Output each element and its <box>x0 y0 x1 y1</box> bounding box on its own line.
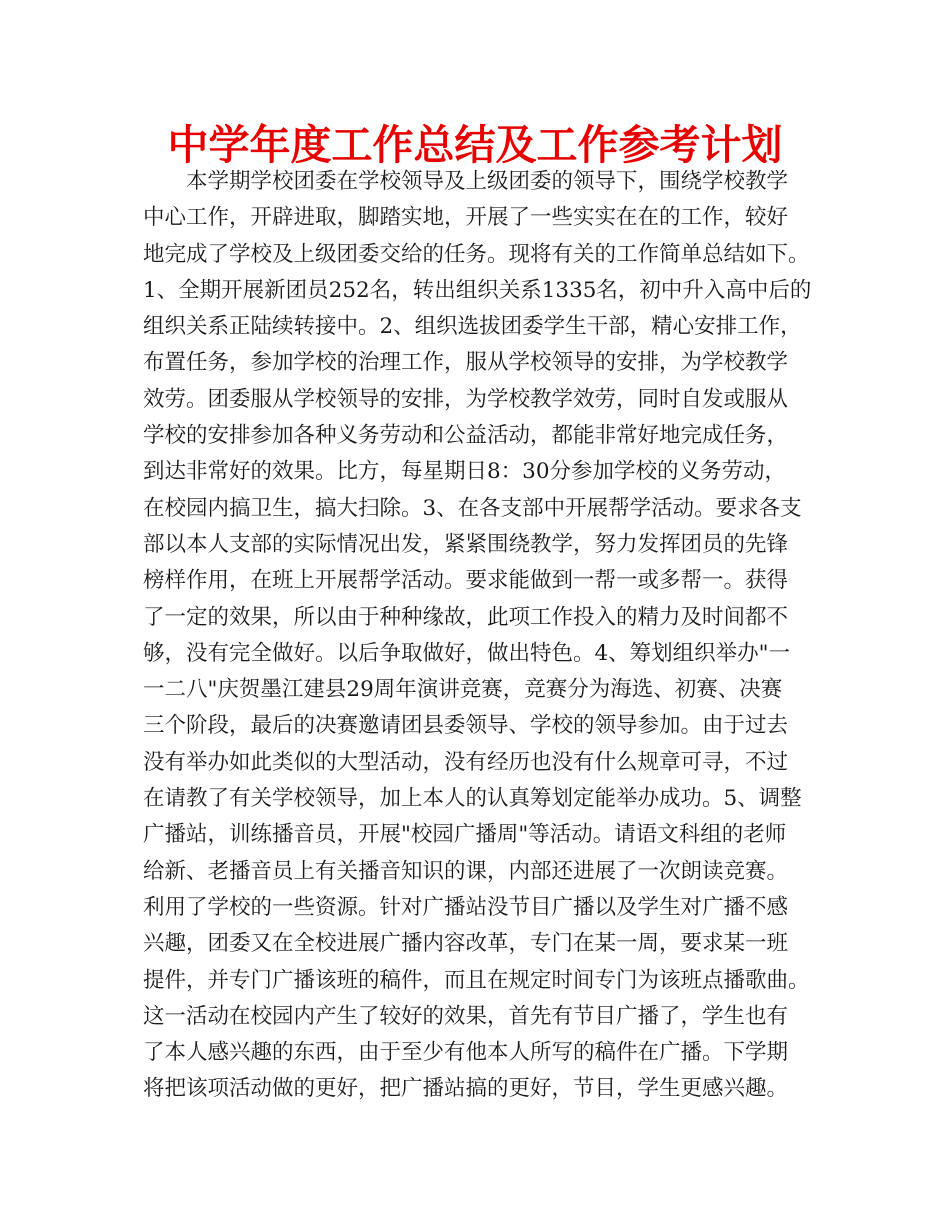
body-line: 在请教了有关学校领导，加上本人的认真筹划定能举办成功。5、调整 <box>143 786 802 812</box>
body-line: 榜样作用，在班上开展帮学活动。要求能做到一帮一或多帮一。获得 <box>143 568 789 594</box>
body-line: 够，没有完全做好。以后争取做好，做出特色。4、筹划组织举办"一 <box>143 640 791 666</box>
body-line: 布置任务，参加学校的治理工作，服从学校领导的安排，为学校教学 <box>143 350 789 376</box>
body-line: 本学期学校团委在学校领导及上级团委的领导下，围绕学校教学 <box>186 169 789 194</box>
body-line: 提件，并专门广播该班的稿件，而且在规定时间专门为该班点播歌曲。 <box>143 967 810 993</box>
body-line: 效劳。团委服从学校领导的安排，为学校教学效劳，同时自发或服从 <box>143 386 789 412</box>
body-line: 部以本人支部的实际情况出发，紧紧围绕教学，努力发挥团员的先锋 <box>143 531 789 557</box>
body-line: 这一活动在校园内产生了较好的效果，首先有节目广播了，学生也有 <box>143 1003 789 1029</box>
body-line: 了本人感兴趣的东西，由于至少有他本人所写的稿件在广播。下学期 <box>143 1040 789 1066</box>
body-line: 组织关系正陆续转接中。2、组织选拔团委学生干部，精心安排工作， <box>143 314 802 340</box>
body-line: 学校的安排参加各种义务劳动和公益活动，都能非常好地完成任务， <box>143 423 789 449</box>
body-line: 中心工作，开辟进取，脚踏实地，开展了一些实实在在的工作，较好 <box>143 205 789 231</box>
body-line: 利用了学校的一些资源。针对广播站没节目广播以及学生对广播不感 <box>143 894 789 920</box>
body-line: 广播站，训练播音员，开展"校园广播周"等活动。请语文科组的老师 <box>143 822 787 848</box>
body-line: 给新、老播音员上有关播音知识的课，内部还进展了一次朗读竞赛。 <box>143 858 789 884</box>
body-line: 没有举办如此类似的大型活动，没有经历也没有什么规章可寻，不过 <box>143 749 789 775</box>
body-line: 兴趣，团委又在全校进展广播内容改革，专门在某一周，要求某一班 <box>143 931 789 957</box>
body-line: 三个阶段，最后的决赛邀请团县委领导、学校的领导参加。由于过去 <box>143 713 789 739</box>
body-line: 到达非常好的效果。比方，每星期日8：30分参加学校的义务劳动， <box>143 459 787 485</box>
body-line: 1、全期开展新团员252名，转出组织关系1335名，初中升入高中后的 <box>143 277 812 303</box>
body-line: 一二八"庆贺墨江建县29周年演讲竞赛，竞赛分为海选、初赛、决赛 <box>143 677 783 703</box>
body-line: 在校园内搞卫生，搞大扫除。3、在各支部中开展帮学活动。要求各支 <box>143 495 802 521</box>
body-line: 了一定的效果，所以由于种种缘故，此项工作投入的精力及时间都不 <box>143 604 789 630</box>
document-title: 中学年度工作总结及工作参考计划 <box>167 121 783 169</box>
document-body <box>143 164 833 1108</box>
body-line: 将把该项活动做的更好，把广播站搞的更好，节目，学生更感兴趣。 <box>143 1076 789 1102</box>
body-line: 地完成了学校及上级团委交给的任务。现将有关的工作简单总结如下。 <box>143 241 810 267</box>
